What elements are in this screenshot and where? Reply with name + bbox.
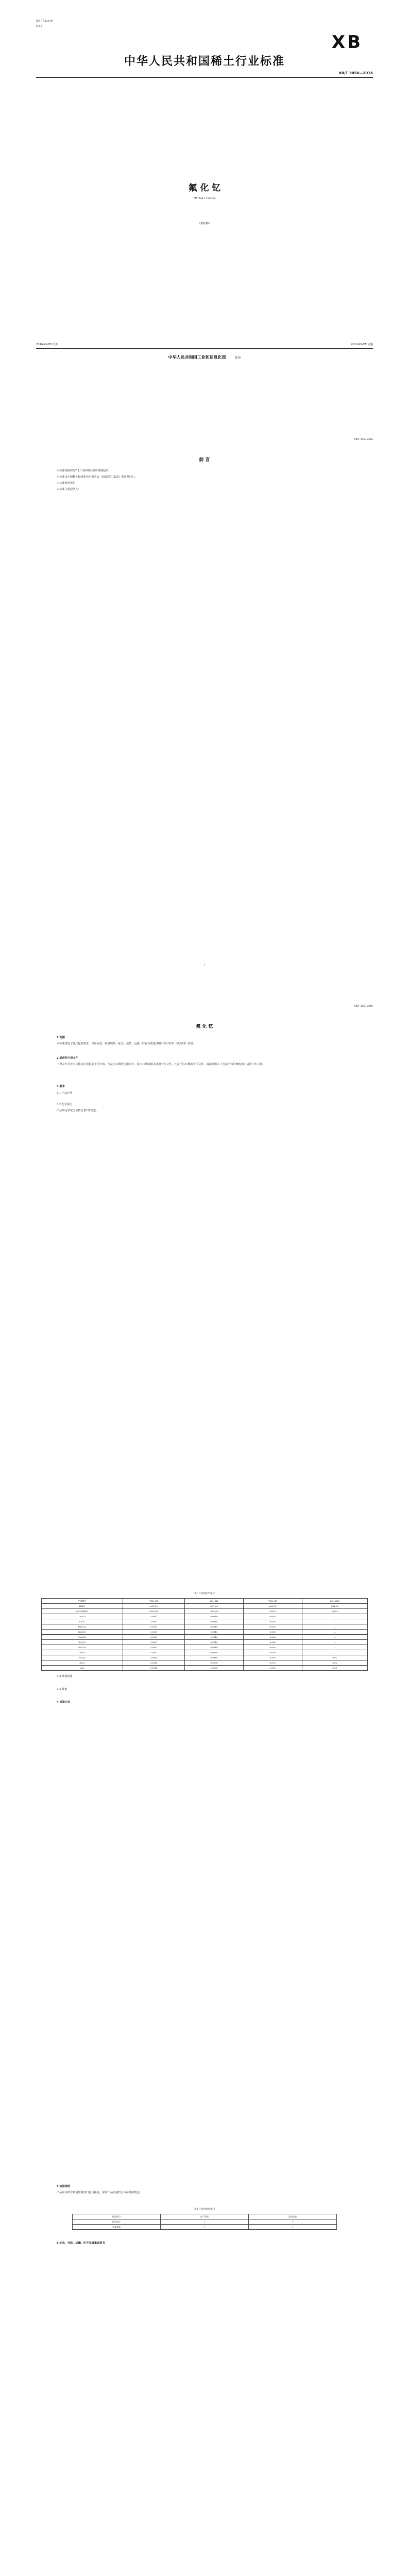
table1-value-cell: — [302, 1630, 367, 1635]
table-row [73, 2225, 337, 2230]
table1-value-cell: ≥81.00 [123, 1604, 185, 1609]
table1-value-cell: 0.010 [243, 1666, 302, 1671]
table1-value-cell: 0.005 [243, 1624, 302, 1630]
foreword-page [26, 428, 383, 984]
table1-item-cell: CaO [42, 1666, 123, 1671]
foreword-header: XB/T 3050-2016 [354, 438, 373, 441]
table1-value-cell: 0.005 [243, 1630, 302, 1635]
table-row [42, 1655, 368, 1660]
foreword-para-1: 本标准按照GB/T 1.1-2009给出的规则起草。 [57, 469, 111, 472]
section-3-3: 3.3 外观质量 [57, 1675, 73, 1678]
section-3-4: 3.4 其他 [57, 1688, 67, 1691]
table1-title: 表1 产品的化学成分 [194, 1592, 215, 1595]
table1-value-cell: 0.0001 [123, 1624, 185, 1630]
table1-item-cell: La2O3 [42, 1614, 123, 1619]
table1-item-cell: Tb4O7 [42, 1650, 123, 1655]
table1-value-cell: ≥99.999 [123, 1609, 185, 1614]
section-3-title: 3 要求 [57, 1085, 65, 1088]
table-row [42, 1624, 368, 1630]
table1-value-cell: 0.0001 [123, 1645, 185, 1650]
table1-body [42, 1604, 368, 1671]
table1-value-cell: 0.0010 [185, 1619, 244, 1624]
table1-value-cell: 0.01 [302, 1655, 367, 1660]
table-row [42, 1604, 368, 1609]
table2-cell: √ [161, 2225, 249, 2230]
table1-header: Y5N-4N [185, 1599, 244, 1604]
table1-item-cell: Y2O3/TREO [42, 1609, 123, 1614]
ccs-code: H 64 [36, 25, 42, 28]
draft-label: （报批稿） [198, 222, 211, 225]
table-row [73, 2219, 337, 2225]
table1-item-cell: Pr6O11 [42, 1624, 123, 1630]
table2-cell: √ [249, 2219, 337, 2225]
foreword-title: 前 言 [199, 457, 210, 463]
section-2-text: 下列文件对于本文件的应用是必不可少的。凡是注日期的引用文件，仅注日期的版本适用于本文件。凡是不注日期的引用文件，其最新版本（包括所有的修改单）适用于本文件。 [57, 1063, 265, 1066]
table1-header: 产品牌号 [42, 1599, 123, 1604]
table1-header: Y5N-5N [123, 1599, 185, 1604]
table1-value-cell: 0.0010 [185, 1635, 244, 1640]
table-row [42, 1666, 368, 1671]
xb-mark: XB [331, 32, 363, 53]
table1-item-cell: Eu2O3 [42, 1640, 123, 1645]
table1-value-cell: 0.02 [302, 1666, 367, 1671]
body-page-3 [26, 2164, 383, 2576]
table1-value-cell: 0.005 [243, 1655, 302, 1660]
table-2 [72, 2214, 337, 2230]
table1-item-cell: TREO [42, 1604, 123, 1609]
section-3-1: 3.1 产品分类 [57, 1092, 73, 1095]
table1-value-cell: 0.0010 [123, 1660, 185, 1666]
section-5-title: 5 检验规则 [57, 2185, 71, 2188]
section-5-text: 产品应由供方质量监督部门进行检验，保证产品质量符合本标准的规定。 [57, 2191, 143, 2194]
foreword-para-4: 本标准主要起草人： [57, 488, 81, 491]
section-1-title: 1 范围 [57, 1036, 65, 1039]
table2-title: 表2 产品的检验项目 [194, 2208, 215, 2211]
foreword-footer: I [204, 964, 205, 967]
table1-item-cell: Fe2O3 [42, 1655, 123, 1660]
section-1-text: 本标准规定了氟化钇的要求、试验方法、检验规则、标志、包装、运输、贮存及质量证明书和订货单（或合同）内容。 [57, 1042, 196, 1045]
table1-item-cell: Sm2O3 [42, 1635, 123, 1640]
table1-value-cell: — [302, 1645, 367, 1650]
table1-value-cell: 0.005 [243, 1635, 302, 1640]
section-4-title: 4 试验方法 [57, 1701, 71, 1704]
table1-value-cell: ≥81.00 [185, 1604, 244, 1609]
body-title: 氟 化 钇 [196, 1024, 213, 1029]
publisher [26, 354, 383, 360]
table1-value-cell: — [302, 1635, 367, 1640]
table2-header: 检验项目 [73, 2214, 161, 2219]
org-title: 中华人民共和国稀土行业标准 [124, 55, 285, 68]
table-row [42, 1619, 368, 1624]
body-page-2 [26, 1571, 383, 2138]
implement-date: 2016-XX-XX 实施 [351, 343, 373, 346]
table1-value-cell: 0.005 [243, 1614, 302, 1619]
issue-date: 2016-XX-XX 发布 [36, 343, 58, 346]
body-page-1 [26, 994, 383, 1561]
table1-value-cell: 0.005 [243, 1640, 302, 1645]
publisher-name: 中华人民共和国工业和信息化部 [168, 355, 226, 360]
table1-header: Y5N-3N [243, 1599, 302, 1604]
publish-suffix: 发布 [234, 356, 241, 360]
table2-cell: √ [249, 2225, 337, 2230]
table1-value-cell: ≥99.9 [243, 1609, 302, 1614]
table1-value-cell: ≥81.00 [302, 1604, 367, 1609]
table1-value-cell: 0.0010 [185, 1655, 244, 1660]
table1-value-cell: — [302, 1624, 367, 1630]
table1-value-cell: 0.0010 [185, 1630, 244, 1635]
table1-header-row [42, 1599, 368, 1604]
table1-value-cell: 0.02 [302, 1660, 367, 1666]
cover-title-cn: 氟 化 钇 [188, 183, 221, 193]
table1-value-cell: — [302, 1650, 367, 1655]
table1-item-cell: CeO2 [42, 1619, 123, 1624]
table1-value-cell: 0.0001 [123, 1650, 185, 1655]
table1-item-cell: Gd2O3 [42, 1645, 123, 1650]
table1-value-cell: ≥81.00 [243, 1604, 302, 1609]
table1-value-cell: ≥99.5 [302, 1609, 367, 1614]
cover-title-en: Yttrium Fluoride [193, 197, 216, 200]
table1-value-cell: 0.005 [243, 1645, 302, 1650]
table1-value-cell: 0.0001 [123, 1640, 185, 1645]
table-row [42, 1630, 368, 1635]
table1-value-cell: 0.0001 [123, 1630, 185, 1635]
table-row [42, 1635, 368, 1640]
table-row [42, 1609, 368, 1614]
section-6-title: 6 标志、包装、运输、贮存及质量证明书 [57, 2242, 105, 2245]
table2-header: 型式检验 [249, 2214, 337, 2219]
table1-value-cell: — [302, 1640, 367, 1645]
table1-value-cell: 0.0005 [123, 1655, 185, 1660]
table1-value-cell: 0.0010 [123, 1666, 185, 1671]
foreword-para-3: 本标准起草单位： [57, 482, 78, 485]
table1-value-cell: 0.0030 [185, 1666, 244, 1671]
standard-number: XB/T 3050—2016 [338, 71, 373, 75]
section-3-2-text: 产品的化学成分应符合表1的规定。 [57, 1109, 99, 1112]
section-2-title: 2 规范性引用文件 [57, 1057, 78, 1060]
ics-code: ICS 77.120.99 [36, 20, 53, 23]
table1-header: Y5N-2N5 [302, 1599, 367, 1604]
table1-value-cell: — [302, 1619, 367, 1624]
table1-value-cell: 0.0010 [185, 1614, 244, 1619]
table1-item-cell: SiO2 [42, 1660, 123, 1666]
cover-top-rule [36, 77, 373, 78]
section-3-2: 3.2 化学成分 [57, 1103, 73, 1106]
table2-header: 出厂检验 [161, 2214, 249, 2219]
table1-value-cell: 0.0010 [185, 1624, 244, 1630]
table2-cell: 化学成分 [73, 2219, 161, 2225]
table2-header-row [73, 2214, 337, 2219]
table1-value-cell: 0.010 [243, 1660, 302, 1666]
table1-value-cell: 0.0010 [185, 1645, 244, 1650]
table1-item-cell: Nd2O3 [42, 1630, 123, 1635]
table2-cell: 外观质量 [73, 2225, 161, 2230]
foreword-para-2: 本标准由全国稀土标准化技术委员会（SAC/TC 229）提出并归口。 [57, 476, 138, 479]
table-row [42, 1645, 368, 1650]
table2-cell: √ [161, 2219, 249, 2225]
body-header: XB/T 3050-2016 [354, 1005, 373, 1008]
table1-value-cell: 0.0010 [185, 1640, 244, 1645]
table1-value-cell: — [302, 1614, 367, 1619]
cover-bottom-rule [36, 348, 373, 349]
table-1 [41, 1598, 368, 1671]
table1-value-cell: 0.005 [243, 1619, 302, 1624]
table1-value-cell: 0.005 [243, 1650, 302, 1655]
table-row [42, 1640, 368, 1645]
table1-value-cell: 0.0030 [185, 1660, 244, 1666]
table1-value-cell: 0.0001 [123, 1635, 185, 1640]
table1-value-cell: 0.0001 [123, 1614, 185, 1619]
table1-value-cell: 0.0001 [123, 1619, 185, 1624]
table-row [42, 1614, 368, 1619]
table-row [42, 1660, 368, 1666]
table1-value-cell: 0.0010 [185, 1650, 244, 1655]
table-row [42, 1650, 368, 1655]
table1-value-cell: ≥99.99 [185, 1609, 244, 1614]
